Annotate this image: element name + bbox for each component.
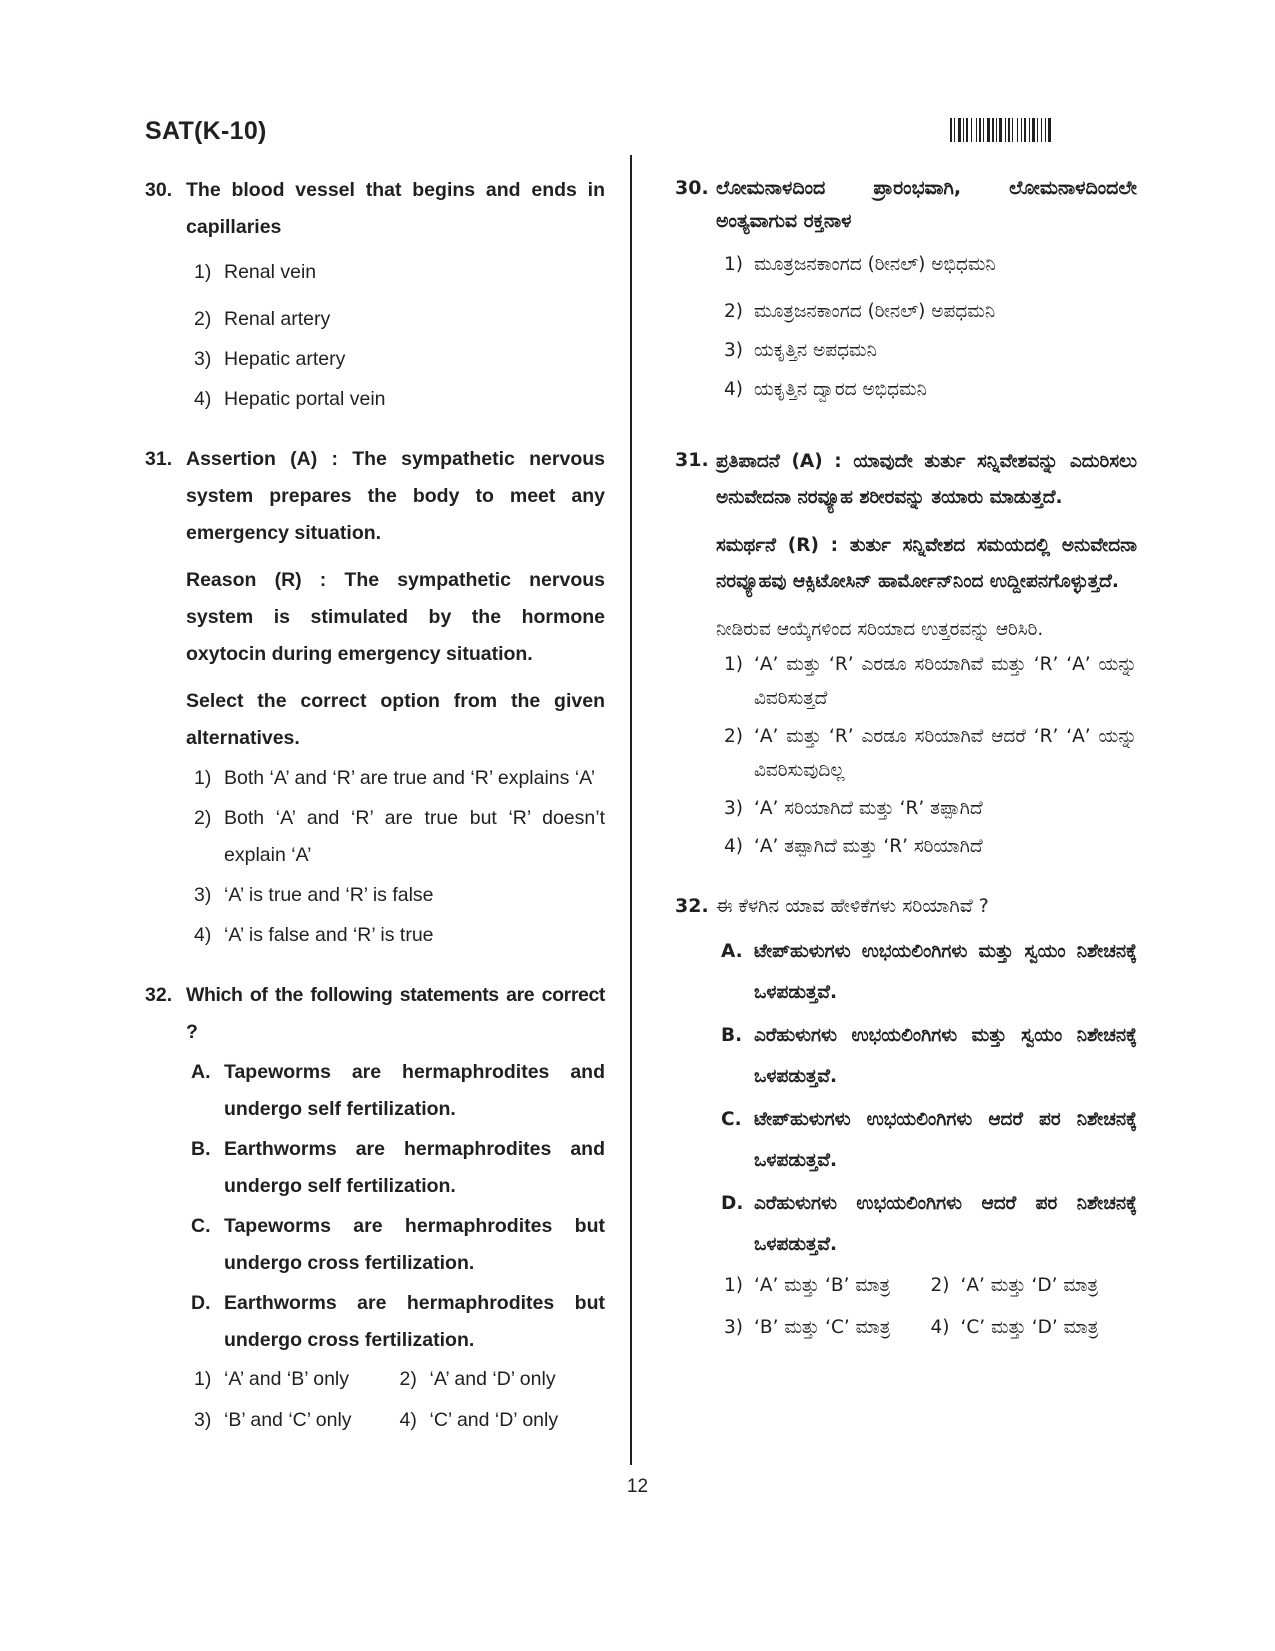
- question-32-kn: [675, 890, 1137, 1345]
- paper-code: SAT(K-10): [145, 117, 267, 145]
- kannada-column: [675, 172, 1137, 1345]
- option: 1) ಮೂತ್ರಜನಕಾಂಗದ (ರೀನಲ್) ಅಭಿಧಮನಿ: [724, 254, 996, 275]
- statement-b: B. Earthworms are hermaphrodites and undergo self fertilization.: [191, 1138, 605, 1197]
- statement-b: B. ಎರೆಹುಳುಗಳು ಉಭಯಲಿಂಗಿಗಳು ಮತ್ತು ಸ್ವಯಂ ನಿಶೇಚನಕ್ಕೆ ಒಳಪಡುತ್ತವೆ.: [721, 1025, 1137, 1087]
- question-number: 30.: [145, 179, 173, 201]
- question-stem: ಲೋಮನಾಳದಿಂದ ಪ್ರಾರಂಭವಾಗಿ, ಲೋಮನಾಳದಿಂದಲೇ ಅಂತ್ಯವಾಗುವ ರಕ್ತನಾಳ: [716, 177, 1137, 232]
- option: 4) ಯಕೃತ್ತಿನ ದ್ವಾರದ ಅಭಿಧಮನಿ: [724, 379, 927, 400]
- question-30-en: [145, 172, 605, 418]
- option: 3) ‘B’ ಮತ್ತು ‘C’ ಮಾತ್ರ: [724, 1317, 891, 1338]
- option: 1) ‘A’ and ‘B’ only: [194, 1368, 350, 1390]
- option: 1) ‘A’ ಮತ್ತು ‘R’ ಎರಡೂ ಸರಿಯಾಗಿವೆ ಮತ್ತು ‘R’ ‘A’ ಯನ್ನು ವಿವರಿಸುತ್ತದೆ: [724, 654, 1137, 709]
- question-31-en: [145, 441, 605, 954]
- option: 2) ‘A’ and ‘D’ only: [399, 1368, 556, 1390]
- question-32-en: [145, 977, 605, 1439]
- statement-a: A. ಟೇಪ್‌ಹುಳುಗಳು ಉಭಯಲಿಂಗಿಗಳು ಮತ್ತು ಸ್ವಯಂ ನಿಶೇಚನಕ್ಕೆ ಒಳಪಡುತ್ತವೆ.: [721, 941, 1137, 1003]
- question-31-kn: [675, 444, 1137, 864]
- question-30-kn: [675, 172, 1137, 407]
- option: 1) Renal vein: [194, 261, 317, 283]
- option: 2) Renal artery: [194, 308, 331, 330]
- option: 4) ‘A’ ತಪ್ಪಾಗಿದೆ ಮತ್ತು ‘R’ ಸರಿಯಾಗಿದೆ: [724, 836, 983, 857]
- question-number: 30.: [675, 177, 709, 199]
- options-list: [194, 760, 605, 954]
- column-divider: [630, 155, 632, 1465]
- question-stem: Which of the following statements are correct ?: [186, 984, 605, 1043]
- reason: Reason (R) : The sympathetic nervous system is stimulated by the hormone oxytocin during emergency situation.: [186, 569, 605, 665]
- option: 1) ‘A’ ಮತ್ತು ‘B’ ಮಾತ್ರ: [724, 1275, 891, 1296]
- question-number: 31.: [145, 448, 173, 470]
- question-number: 32.: [675, 895, 709, 917]
- statement-c: C. Tapeworms are hermaphrodites but undergo cross fertilization.: [191, 1215, 605, 1274]
- option: 2) ಮೂತ್ರಜನಕಾಂಗದ (ರೀನಲ್) ಅಪಧಮನಿ: [724, 301, 996, 322]
- option: 2) ‘A’ ಮತ್ತು ‘R’ ಎರಡೂ ಸರಿಯಾಗಿವೆ ಆದರೆ ‘R’ ‘A’ ಯನ್ನು ವಿವರಿಸುವುದಿಲ್ಲ: [724, 726, 1137, 781]
- option: 4) ‘A’ is false and ‘R’ is true: [194, 924, 434, 946]
- options-list: [724, 648, 1137, 864]
- statement-d: D. ಎರೆಹುಳುಗಳು ಉಭಯಲಿಂಗಿಗಳು ಆದರೆ ಪರ ನಿಶೇಚನಕ್ಕೆ ಒಳಪಡುತ್ತವೆ.: [721, 1193, 1137, 1255]
- page-number: 12: [626, 1476, 649, 1497]
- assertion: ಪ್ರತಿಪಾದನೆ (A) : ಯಾವುದೇ ತುರ್ತು ಸನ್ನಿವೇಶವನ್ನು ಎದುರಿಸಲು ಅನುವೇದನಾ ನರವ್ಯೂಹ ಶರೀರವನ್ನು ತಯಾರು ಮಾಡುತ್ತದೆ.: [716, 451, 1137, 508]
- options-list: [194, 254, 605, 418]
- question-stem: The blood vessel that begins and ends in capillaries: [186, 179, 605, 238]
- options-list: [724, 248, 1137, 407]
- option: 2) ‘A’ ಮತ್ತು ‘D’ ಮಾತ್ರ: [930, 1275, 1099, 1296]
- options-grid: [724, 1269, 1137, 1345]
- statement-d: D. Earthworms are hermaphrodites but undergo cross fertilization.: [191, 1292, 605, 1351]
- assertion: Assertion (A) : The sympathetic nervous system prepares the body to meet any emergency situation.: [186, 448, 605, 544]
- question-number: 31.: [675, 449, 709, 471]
- option: 2) Both ‘A’ and ‘R’ are true but ‘R’ doesn’t explain ‘A’: [194, 807, 605, 866]
- option: 3) ಯಕೃತ್ತಿನ ಅಪಧಮನಿ: [724, 340, 877, 361]
- options-grid: [194, 1361, 605, 1439]
- option: 3) ‘B’ and ‘C’ only: [194, 1409, 352, 1431]
- statement-a: A. Tapeworms are hermaphrodites and undergo self fertilization.: [191, 1061, 605, 1120]
- question-stem: ಈ ಕೆಳಗಿನ ಯಾವ ಹೇಳಿಕೆಗಳು ಸರಿಯಾಗಿವೆ ?: [716, 895, 989, 917]
- option: 3) ‘A’ ಸರಿಯಾಗಿದೆ ಮತ್ತು ‘R’ ತಪ್ಪಾಗಿದೆ: [724, 798, 983, 819]
- option: 1) Both ‘A’ and ‘R’ are true and ‘R’ explains ‘A’: [194, 767, 596, 789]
- barcode-icon: [950, 118, 1120, 142]
- option: 4) Hepatic portal vein: [194, 388, 386, 410]
- option: 4) ‘C’ and ‘D’ only: [399, 1409, 559, 1431]
- question-number: 32.: [145, 984, 173, 1006]
- english-column: [145, 172, 605, 1439]
- option: 4) ‘C’ ಮತ್ತು ‘D’ ಮಾತ್ರ: [930, 1317, 1099, 1338]
- statement-c: C. ಟೇಪ್‌ಹುಳುಗಳು ಉಭಯಲಿಂಗಿಗಳು ಆದರೆ ಪರ ನಿಶೇಚನಕ್ಕೆ ಒಳಪಡುತ್ತವೆ.: [721, 1109, 1137, 1171]
- instruction: Select the correct option from the given alternatives.: [186, 690, 605, 749]
- instruction: ನೀಡಿರುವ ಆಯ್ಕೆಗಳಿಂದ ಸರಿಯಾದ ಉತ್ತರವನ್ನು ಆರಿಸಿರಿ.: [716, 619, 1044, 640]
- option: 3) Hepatic artery: [194, 348, 346, 370]
- reason: ಸಮರ್ಥನೆ (R) : ತುರ್ತು ಸನ್ನಿವೇಶದ ಸಮಯದಲ್ಲಿ ಅನುವೇದನಾ ನರವ್ಯೂಹವು ಆಕ್ಸಿಟೋಸಿನ್ ಹಾರ್ಮೋನ್‌ನಿಂದ ಉದ್ದೀಪನಗೊಳ್ಳುತ್ತದೆ.: [716, 535, 1137, 592]
- option: 3) ‘A’ is true and ‘R’ is false: [194, 884, 434, 906]
